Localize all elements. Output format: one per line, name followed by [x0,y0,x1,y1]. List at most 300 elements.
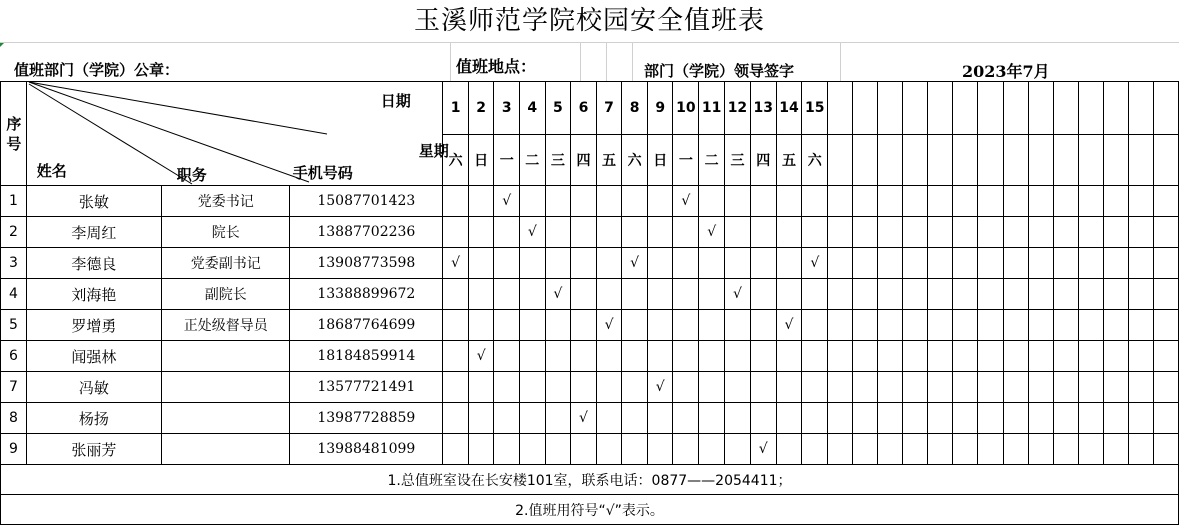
day-cell [1103,248,1128,279]
day-cell [520,372,546,403]
day-cell [878,248,903,279]
day-number: 3 [494,82,520,135]
day-number: 12 [725,82,751,135]
day-cell [1053,279,1078,310]
day-cell [828,279,853,310]
weekday: 五 [776,135,802,186]
day-cell [571,372,597,403]
day-cell [853,217,878,248]
day-cell [1028,372,1053,403]
empty-cell [1153,135,1178,186]
day-cell [571,186,597,217]
day-cell [802,186,828,217]
day-cell [1128,372,1153,403]
day-cell [520,186,546,217]
row-position: 副院长 [162,279,290,310]
day-cell [545,372,571,403]
day-cell [928,217,953,248]
table-row [1,310,1179,341]
day-cell [903,248,928,279]
day-cell [520,341,546,372]
row-seq: 5 [1,310,27,341]
day-cell [1153,403,1178,434]
day-cell [750,217,776,248]
day-cell [673,341,699,372]
day-cell [1153,341,1178,372]
duty-check-mark: √ [647,372,673,403]
day-cell [1078,310,1103,341]
empty-cell [978,135,1003,186]
day-number: 7 [596,82,622,135]
row-phone: 13988481099 [290,434,443,465]
day-cell [443,279,469,310]
day-number: 2 [468,82,494,135]
row-position [162,403,290,434]
duty-check-mark: √ [468,341,494,372]
day-cell [953,341,978,372]
day-cell [853,248,878,279]
day-cell [1103,372,1128,403]
day-cell [545,403,571,434]
day-cell [978,434,1003,465]
day-cell [1053,248,1078,279]
day-cell [776,279,802,310]
weekday: 五 [596,135,622,186]
row-name: 李德良 [26,248,161,279]
day-cell [520,248,546,279]
day-cell [1103,217,1128,248]
name-header: 姓名 [36,162,67,180]
day-cell [928,341,953,372]
day-number: 1 [443,82,469,135]
row-seq: 2 [1,217,27,248]
location-label: 值班地点： [456,57,537,76]
day-cell [750,248,776,279]
day-cell [802,434,828,465]
table-row [1,186,1179,217]
day-cell [928,310,953,341]
day-cell [903,403,928,434]
day-cell [978,403,1003,434]
day-cell [1153,434,1178,465]
day-cell [647,341,673,372]
day-cell [802,372,828,403]
weekday: 四 [750,135,776,186]
row-name: 张敏 [26,186,161,217]
row-position: 党委副书记 [162,248,290,279]
day-cell [978,372,1003,403]
row-phone: 13987728859 [290,403,443,434]
day-number: 14 [776,82,802,135]
weekday: 一 [673,135,699,186]
day-cell [468,217,494,248]
day-cell [750,279,776,310]
day-cell [520,310,546,341]
day-cell [953,279,978,310]
day-cell [1128,248,1153,279]
day-cell [699,341,725,372]
duty-check-mark: √ [776,310,802,341]
day-cell [953,310,978,341]
day-cell [853,186,878,217]
day-cell [878,372,903,403]
empty-cell [1103,135,1128,186]
day-cell [750,341,776,372]
empty-cell [928,135,953,186]
day-cell [468,434,494,465]
day-cell [596,434,622,465]
day-number: 8 [622,82,648,135]
weekday: 一 [494,135,520,186]
day-cell [571,279,597,310]
day-cell [622,217,648,248]
day-cell [1003,279,1028,310]
day-cell [878,403,903,434]
duty-check-mark: √ [545,279,571,310]
day-cell [622,403,648,434]
empty-cell [1053,82,1078,135]
row-phone: 15087701423 [290,186,443,217]
weekday: 二 [699,135,725,186]
day-cell [647,217,673,248]
day-cell [622,434,648,465]
day-cell [1003,217,1028,248]
day-cell [725,341,751,372]
day-cell [545,186,571,217]
day-cell [928,372,953,403]
day-cell [596,279,622,310]
day-cell [953,372,978,403]
row-seq: 1 [1,186,27,217]
page-title: 玉溪师范学院校园安全值班表 [413,6,765,36]
day-cell [1103,341,1128,372]
day-cell [1028,279,1053,310]
position-header: 职务 [176,166,207,184]
day-cell [978,341,1003,372]
day-cell [699,310,725,341]
day-cell [1053,341,1078,372]
day-cell [928,403,953,434]
empty-cell [953,135,978,186]
day-cell [545,434,571,465]
table-row [1,217,1179,248]
day-cell [494,341,520,372]
day-cell [596,217,622,248]
day-cell [1078,217,1103,248]
day-cell [776,248,802,279]
day-cell [725,310,751,341]
day-cell [725,248,751,279]
day-cell [978,310,1003,341]
empty-cell [978,82,1003,135]
day-cell [750,403,776,434]
day-cell [928,434,953,465]
day-cell [622,310,648,341]
day-cell [828,434,853,465]
day-cell [468,186,494,217]
day-cell [776,372,802,403]
day-cell [596,372,622,403]
duty-check-mark: √ [622,248,648,279]
day-cell [878,341,903,372]
day-cell [928,186,953,217]
month-label: 2023年7月 [962,62,1050,81]
day-cell [903,341,928,372]
day-cell [828,310,853,341]
day-cell [443,434,469,465]
day-cell [903,434,928,465]
row-seq: 9 [1,434,27,465]
day-cell [725,403,751,434]
phone-header: 手机号码 [292,164,353,182]
day-cell [1103,279,1128,310]
day-cell [699,372,725,403]
empty-cell [1053,135,1078,186]
day-number: 5 [545,82,571,135]
weekday: 二 [520,135,546,186]
duty-check-mark: √ [750,434,776,465]
empty-cell [878,82,903,135]
day-cell [673,434,699,465]
day-number: 6 [571,82,597,135]
row-name: 冯敏 [26,372,161,403]
day-cell [1003,186,1028,217]
row-name: 闻强林 [26,341,161,372]
day-cell [1078,279,1103,310]
day-cell [903,372,928,403]
duty-check-mark: √ [725,279,751,310]
day-cell [494,403,520,434]
day-cell [647,248,673,279]
day-cell [1078,434,1103,465]
day-cell [903,310,928,341]
day-cell [853,372,878,403]
day-cell [571,217,597,248]
day-cell [1028,403,1053,434]
day-cell [828,341,853,372]
table-row [1,248,1179,279]
day-cell [622,279,648,310]
day-cell [725,217,751,248]
table-row [1,434,1179,465]
day-cell [1078,403,1103,434]
day-cell [776,403,802,434]
day-cell [776,434,802,465]
empty-cell [1153,82,1178,135]
day-cell [468,248,494,279]
day-cell [1078,248,1103,279]
day-cell [647,310,673,341]
weekday: 六 [622,135,648,186]
day-cell [853,279,878,310]
day-cell [1128,279,1153,310]
day-cell [443,403,469,434]
day-cell [494,434,520,465]
row-name: 刘海艳 [26,279,161,310]
row-position [162,434,290,465]
day-number: 15 [802,82,828,135]
day-cell [776,341,802,372]
day-cell [1128,434,1153,465]
day-cell [1128,403,1153,434]
table-row [1,403,1179,434]
day-cell [978,186,1003,217]
empty-cell [853,135,878,186]
day-cell [802,341,828,372]
day-cell [878,310,903,341]
empty-cell [1103,82,1128,135]
empty-cell [1003,82,1028,135]
day-cell [1053,403,1078,434]
row-phone: 18184859914 [290,341,443,372]
day-cell [545,217,571,248]
cell-corner-marker [0,42,5,47]
day-cell [571,310,597,341]
duty-check-mark: √ [494,186,520,217]
day-cell [494,217,520,248]
day-cell [1003,372,1028,403]
day-cell [953,248,978,279]
day-cell [520,434,546,465]
table-row [1,372,1179,403]
day-cell [802,217,828,248]
day-cell [699,279,725,310]
leader-sign-label: 部门（学院）领导签字 [644,62,795,80]
day-cell [802,403,828,434]
day-cell [828,248,853,279]
day-cell [1103,310,1128,341]
day-cell [828,186,853,217]
empty-cell [953,82,978,135]
day-cell [699,186,725,217]
row-seq: 3 [1,248,27,279]
row-position: 党委书记 [162,186,290,217]
empty-cell [1128,135,1153,186]
day-cell [545,341,571,372]
table-row [1,279,1179,310]
day-cell [468,372,494,403]
day-cell [647,403,673,434]
day-cell [953,403,978,434]
duty-check-mark: √ [520,217,546,248]
day-cell [1028,186,1053,217]
day-cell [776,217,802,248]
day-cell [776,186,802,217]
day-cell [953,217,978,248]
day-cell [545,310,571,341]
day-cell [1153,372,1178,403]
day-cell [443,186,469,217]
row-phone: 13908773598 [290,248,443,279]
day-cell [1128,341,1153,372]
day-cell [494,310,520,341]
duty-check-mark: √ [699,217,725,248]
day-cell [596,248,622,279]
row-phone: 18687764699 [290,310,443,341]
day-cell [673,217,699,248]
day-cell [1103,186,1128,217]
day-cell [1003,248,1028,279]
table-row [1,341,1179,372]
day-cell [699,434,725,465]
duty-check-mark: √ [596,310,622,341]
day-cell [1028,310,1053,341]
day-cell [596,341,622,372]
day-cell [596,403,622,434]
day-cell [853,434,878,465]
row-name: 罗增勇 [26,310,161,341]
day-cell [1078,372,1103,403]
weekday: 六 [443,135,469,186]
day-cell [622,186,648,217]
day-cell [1078,341,1103,372]
day-cell [750,186,776,217]
day-cell [545,248,571,279]
day-cell [1103,434,1128,465]
day-cell [1153,279,1178,310]
day-cell [571,434,597,465]
day-cell [878,279,903,310]
day-number: 9 [647,82,673,135]
day-cell [725,186,751,217]
day-cell [953,186,978,217]
empty-cell [1003,135,1028,186]
day-cell [673,403,699,434]
day-cell [1053,186,1078,217]
day-cell [468,310,494,341]
row-position [162,341,290,372]
empty-cell [828,135,853,186]
day-cell [878,186,903,217]
day-cell [1153,217,1178,248]
day-cell [828,217,853,248]
weekday: 日 [647,135,673,186]
day-cell [853,310,878,341]
day-cell [1078,186,1103,217]
day-cell [468,403,494,434]
row-phone: 13388899672 [290,279,443,310]
day-cell [494,279,520,310]
day-cell [443,341,469,372]
note-row [1,495,1179,525]
weekday: 三 [545,135,571,186]
empty-cell [878,135,903,186]
day-cell [571,248,597,279]
day-cell [571,341,597,372]
note-row [1,465,1179,495]
weekday: 三 [725,135,751,186]
empty-cell [928,82,953,135]
day-cell [1028,341,1053,372]
day-cell [725,372,751,403]
day-cell [647,434,673,465]
day-cell [1128,186,1153,217]
day-cell [1003,310,1028,341]
seq-header: 序号 [1,82,27,186]
day-cell [725,434,751,465]
note-text: 2.值班用符号“√”表示。 [1,495,1179,525]
day-cell [1003,403,1028,434]
empty-cell [1128,82,1153,135]
day-cell [1153,186,1178,217]
day-cell [750,372,776,403]
day-cell [928,279,953,310]
day-cell [673,248,699,279]
day-cell [647,279,673,310]
day-cell [828,403,853,434]
day-cell [750,310,776,341]
day-cell [878,434,903,465]
